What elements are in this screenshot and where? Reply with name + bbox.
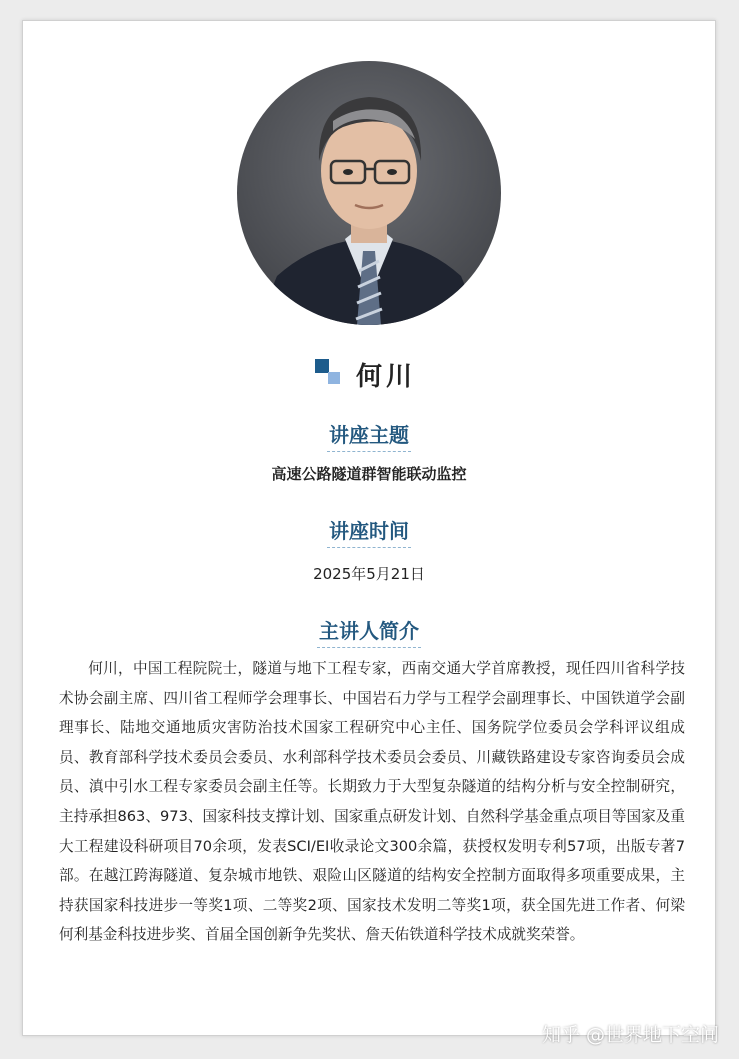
topic-heading: 讲座主题: [23, 419, 715, 452]
bio-heading: 主讲人简介: [23, 615, 715, 648]
speaker-portrait-image: [237, 61, 501, 325]
time-value: 2025年5月21日: [313, 565, 425, 583]
square-bullet-icon: [315, 359, 343, 387]
speaker-name-row: [23, 356, 715, 396]
watermark: 知乎 @世界地下空间: [541, 1024, 719, 1046]
topic-value: 高速公路隧道群智能联动监控: [271, 465, 467, 483]
speaker-name: 何川: [356, 362, 417, 392]
time-heading: 讲座时间: [23, 515, 715, 548]
bio-text: 何川，中国工程院院士，隧道与地下工程专家，西南交通大学首席教授，现任四川省科学技术协会副主席、四川省工程师学会理事长、中国岩石力学与工程学会副理事长、中国铁道学会副理事长、陆地交通地质灾害防治技术国家工程研究中心主任、国务院学位委员会学科评议组成员、教育部科学技术委员会委员、水利部科学技术委员会委员、川藏铁路建设专家咨询委员会成员、滇中引水工程专家委员会副主任等。长期致力于大型复杂隧道的结构分析与安全控制研究，主持承担863、973、国家科技支撑计划、国家重点研发计划、自然科学基金重点项目等国家及重大工程建设科研项目70余项，发表SCI/EI收录论文300余篇，获授权发明专利57项，出版专著7部。在越江跨海隧道、复杂城市地铁、艰险山区隧道的结构安全控制方面取得多项重要成果，主持获国家科技进步一等奖1项、二等奖2项、国家技术发明二等奖1项，获全国先进工作者、何梁何利基金科技进步奖、首届全国创新争先奖状、詹天佑铁道科学技术成就奖荣誉。: [59, 660, 685, 944]
speaker-portrait: [237, 61, 501, 325]
lecture-card: [22, 20, 716, 1036]
